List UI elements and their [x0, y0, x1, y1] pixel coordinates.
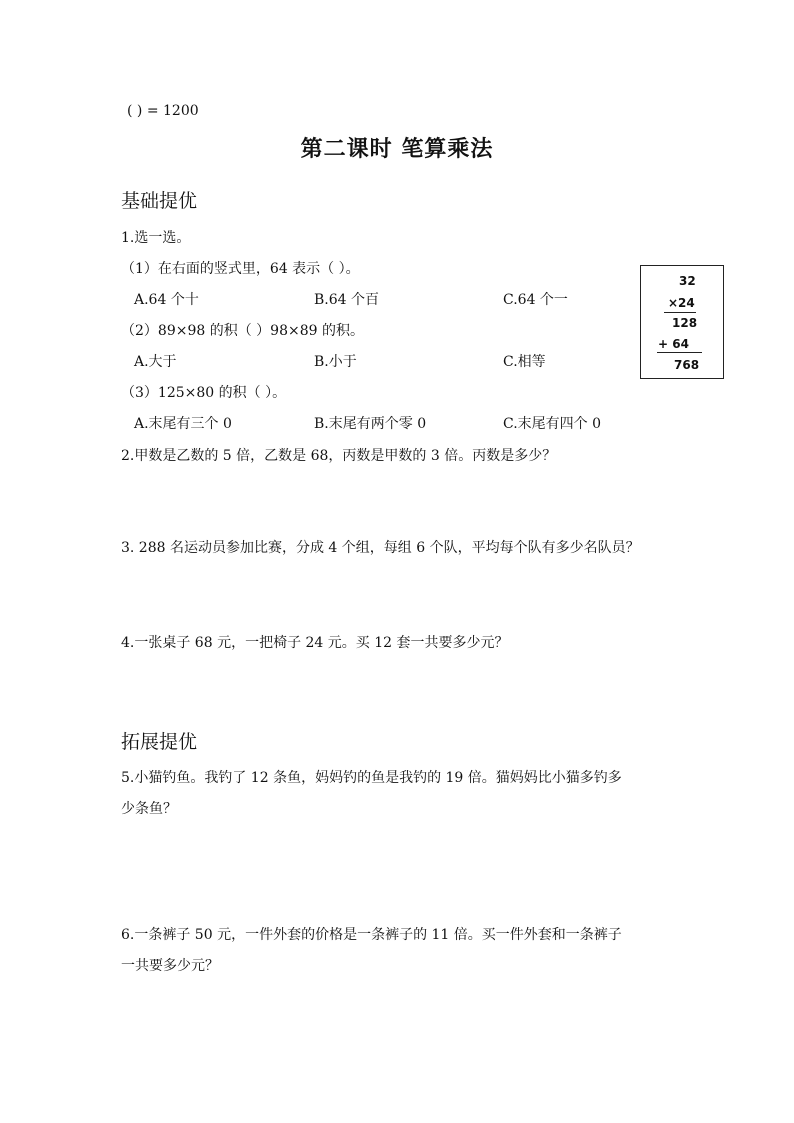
q1-p1-option-b: B.64 个百	[314, 292, 380, 308]
calc-rule-2	[657, 352, 702, 353]
calc-partial-product-2: + 64	[658, 337, 689, 351]
q1-p1-option-c: C.64 个一	[503, 292, 568, 308]
calc-product: 768	[674, 358, 700, 372]
q1-p3-option-a: A.末尾有三个 0	[134, 416, 232, 432]
section-heading-basic: 基础提优	[121, 190, 198, 212]
question-1-part-3: （3）125×80 的积（ ）。	[121, 385, 287, 401]
question-6-line-2: 一共要多少元？	[121, 958, 219, 974]
question-1-part-2: （2）89×98 的积（ ）98×89 的积。	[121, 323, 364, 339]
q1-p2-option-a: A.大于	[134, 354, 177, 370]
lesson-title: 第二课时 笔算乘法	[300, 136, 494, 162]
q1-p3-option-c: C.末尾有四个 0	[503, 416, 602, 432]
question-6-line-1: 6.一条裤子 50 元，一件外套的价格是一条裤子的 11 倍。买一件外套和一条裤子	[121, 927, 622, 943]
calc-partial-product-1: 128	[672, 316, 698, 330]
section-heading-extension: 拓展提优	[121, 731, 198, 753]
question-3: 3. 288 名运动员参加比赛，分成 4 个组，每组 6 个队，平均每个队有多少名队员？	[121, 540, 640, 556]
q1-p2-option-c: C.相等	[503, 354, 546, 370]
question-5-line-2: 少条鱼？	[121, 801, 177, 817]
question-1-stem: 1.选一选。	[121, 230, 191, 246]
q1-p3-option-b: B.末尾有两个零 0	[314, 416, 427, 432]
calc-multiplicand: 32	[679, 274, 696, 288]
vertical-multiplication-box	[640, 265, 724, 379]
q1-p1-option-a: A.64 个十	[134, 292, 199, 308]
question-4: 4.一张桌子 68 元，一把椅子 24 元。买 12 套一共要多少元？	[121, 635, 509, 651]
question-2: 2.甲数是乙数的 5 倍，乙数是 68，丙数是甲数的 3 倍。丙数是多少？	[121, 448, 557, 464]
question-5-line-1: 5.小猫钓鱼。我钓了 12 条鱼，妈妈钓的鱼是我钓的 19 倍。猫妈妈比小猫多钓多	[121, 770, 622, 786]
question-1-part-1: （1）在右面的竖式里，64 表示（ ）。	[121, 261, 360, 277]
previous-problem-fragment: ( ) = 1200	[127, 103, 199, 119]
calc-rule-1	[664, 312, 696, 313]
calc-multiplier: ×24	[668, 296, 695, 310]
q1-p2-option-b: B.小于	[314, 354, 357, 370]
